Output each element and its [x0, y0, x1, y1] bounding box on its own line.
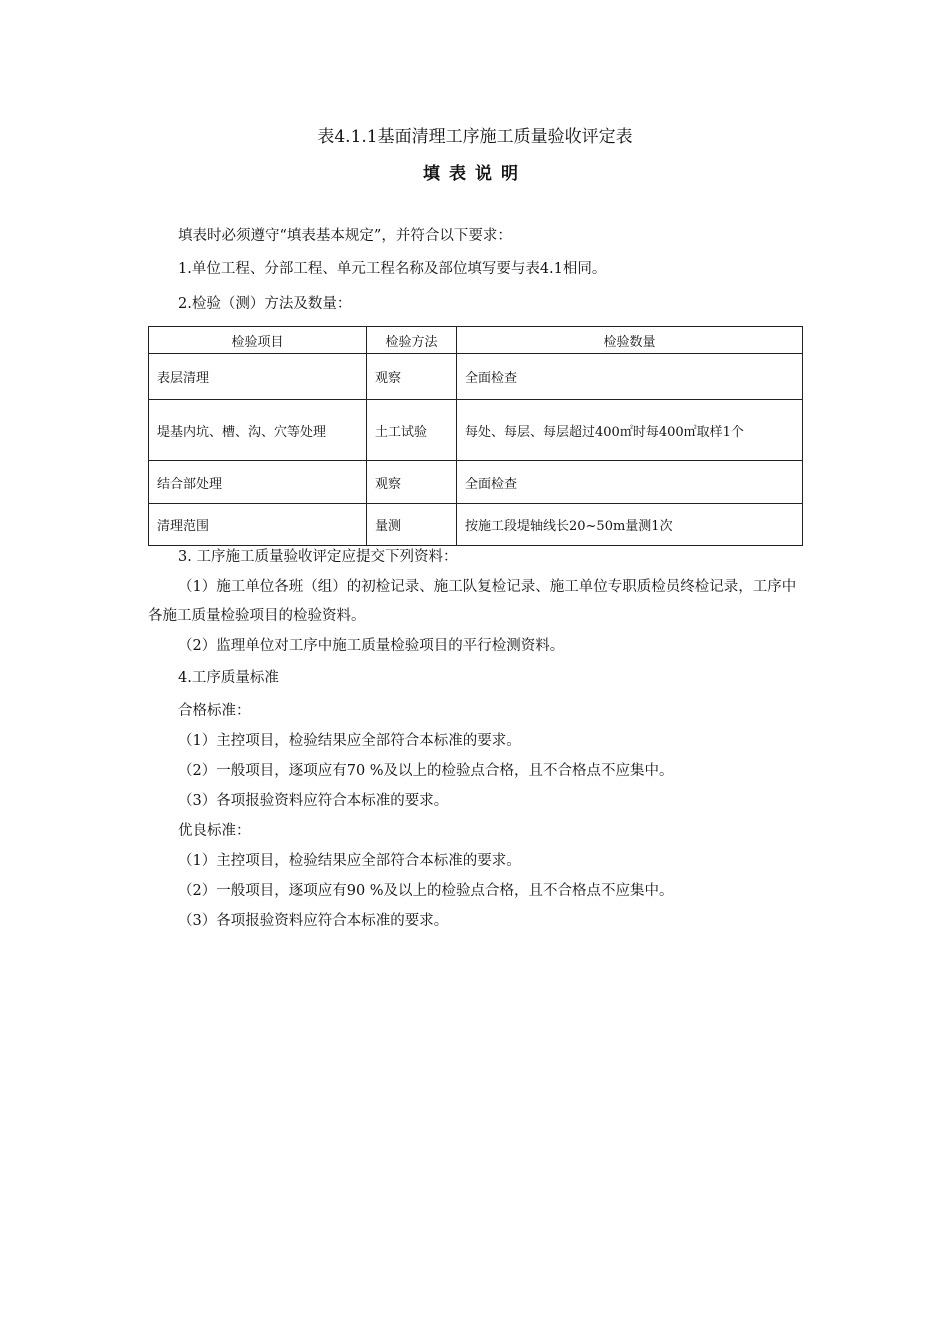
- table-header-row: [149, 327, 803, 354]
- item-4-heading: 4.工序质量标准: [178, 670, 279, 686]
- table-header-cell: 检验方法: [367, 327, 457, 354]
- inspection-method-table: [148, 326, 803, 546]
- item-3-paragraph: 3. 工序施工质量验收评定应提交下列资料：: [178, 549, 458, 565]
- pass-standard-item-3: （3）各项报验资料应符合本标准的要求。: [178, 793, 449, 809]
- item-3-2-paragraph: （2）监理单位对工序中施工质量检验项目的平行检测资料。: [178, 638, 565, 654]
- table-cell: 堤基内坑、槽、沟、穴等处理: [149, 400, 367, 461]
- table-cell: 表层清理: [149, 354, 367, 400]
- table-row: [149, 400, 803, 461]
- table-cell: 清理范围: [149, 504, 367, 546]
- table-header-cell: 检验数量: [457, 327, 803, 354]
- document-title: 表4.1.1基面清理工序施工质量验收评定表: [317, 127, 633, 147]
- table-row: [149, 504, 803, 546]
- table-cell: 全面检查: [457, 354, 803, 400]
- table-row: [149, 354, 803, 400]
- table-cell: 观察: [367, 354, 457, 400]
- item-1-paragraph: 1.单位工程、分部工程、单元工程名称及部位填写要与表4.1相同。: [178, 261, 607, 277]
- excellent-standard-label: 优良标准：: [178, 823, 251, 839]
- pass-standard-label: 合格标准：: [178, 703, 251, 719]
- table-cell: 土工试验: [367, 400, 457, 461]
- table-cell: 观察: [367, 461, 457, 504]
- pass-standard-item-2: （2）一般项目，逐项应有70 %及以上的检验点合格，且不合格点不应集中。: [178, 763, 674, 779]
- table-cell: 结合部处理: [149, 461, 367, 504]
- excellent-standard-item-3: （3）各项报验资料应符合本标准的要求。: [178, 913, 449, 929]
- document-subtitle: 填表说明: [423, 164, 527, 184]
- item-3-1-paragraph: （1）施工单位各班（组）的初检记录、施工队复检记录、施工单位专职质检员终检记录，工序中各施工质量检验项目的检验资料。: [148, 579, 797, 624]
- item-2-paragraph: 2.检验（测）方法及数量：: [178, 296, 352, 312]
- pass-standard-item-1: （1）主控项目，检验结果应全部符合本标准的要求。: [178, 733, 521, 749]
- table-cell: 每处、每层、每层超过400㎡时每400㎡取样1个: [457, 400, 803, 461]
- excellent-standard-item-1: （1）主控项目，检验结果应全部符合本标准的要求。: [178, 853, 521, 869]
- table-cell: 量测: [367, 504, 457, 546]
- table-row: [149, 461, 803, 504]
- excellent-standard-item-2: （2）一般项目，逐项应有90 %及以上的检验点合格，且不合格点不应集中。: [178, 883, 674, 899]
- table-cell: 全面检查: [457, 461, 803, 504]
- table-cell: 按施工段堤轴线长20~50m量测1次: [457, 504, 803, 546]
- intro-paragraph: 填表时必须遵守“填表基本规定”，并符合以下要求：: [178, 228, 512, 244]
- table-header-cell: 检验项目: [149, 327, 367, 354]
